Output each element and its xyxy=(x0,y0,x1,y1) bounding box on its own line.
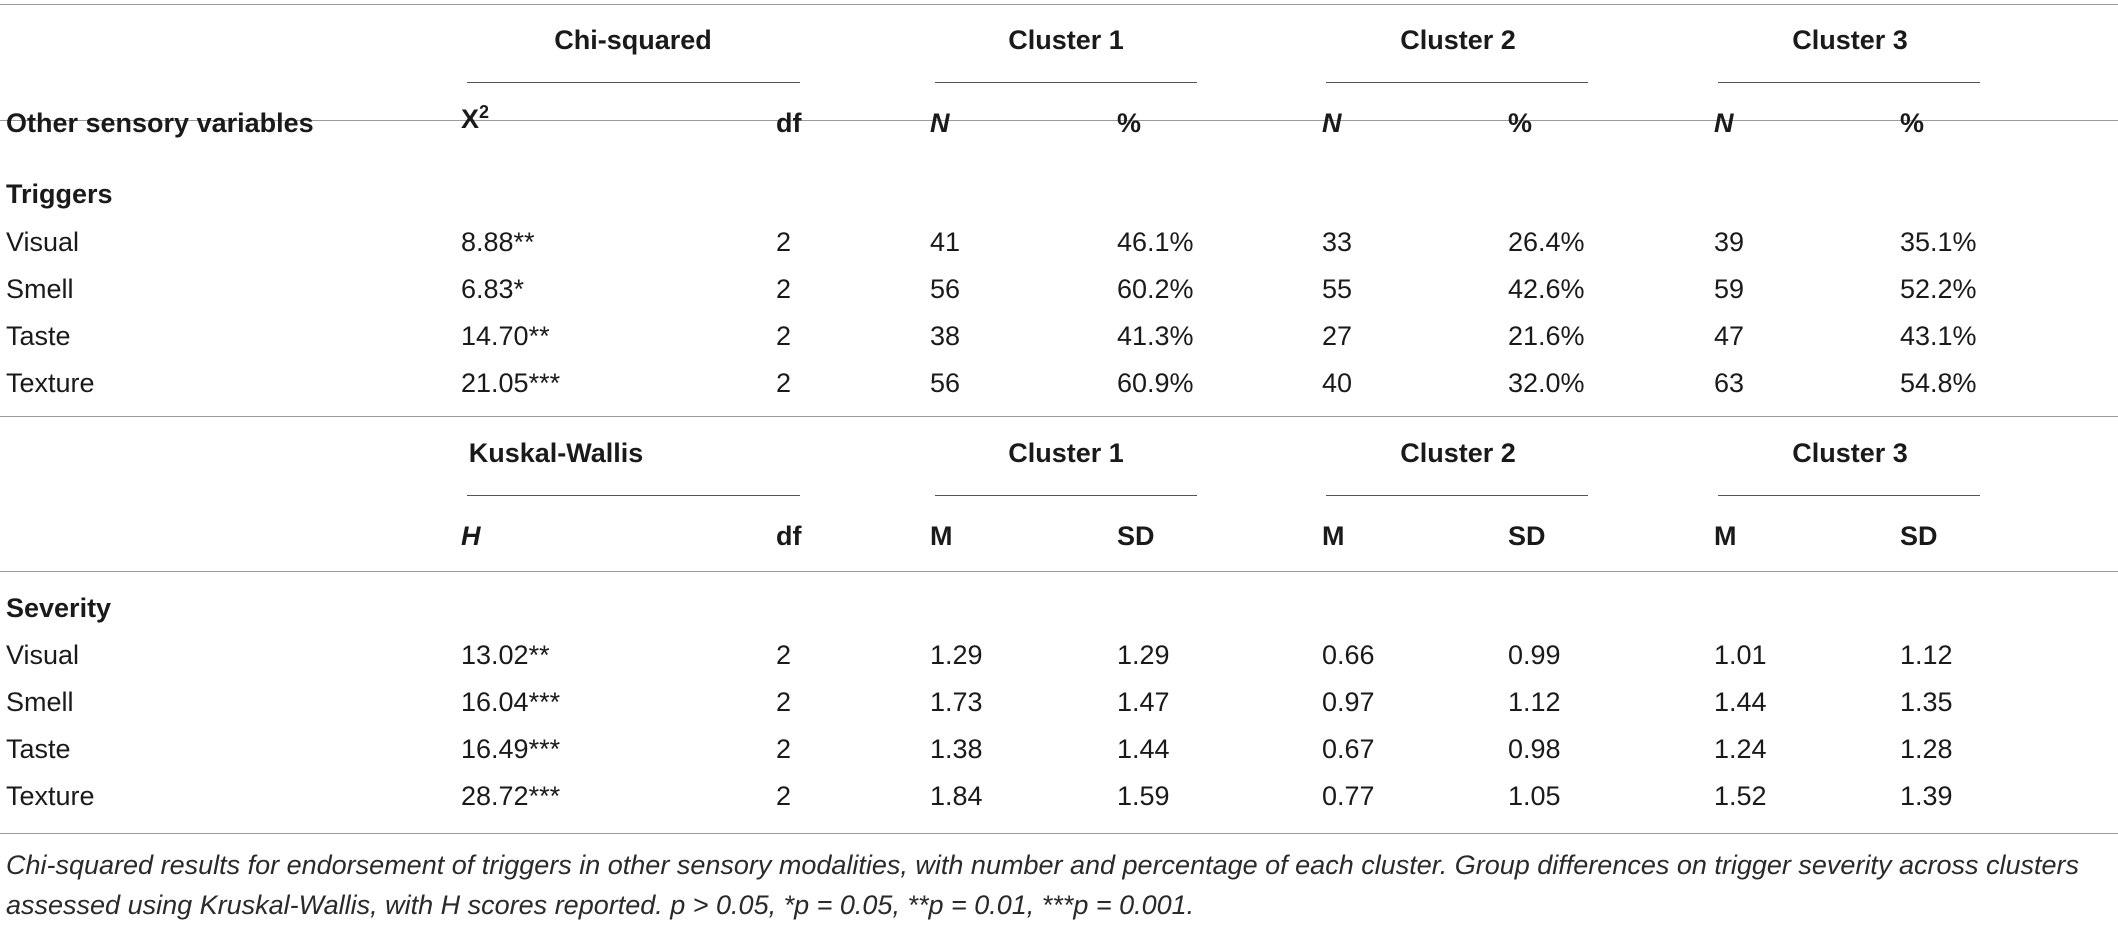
c1-m-cell: 1.29 xyxy=(930,640,983,670)
c1-m-cell: 1.38 xyxy=(930,734,983,764)
c2-m-cell: 0.67 xyxy=(1322,734,1375,764)
row-label: Taste xyxy=(6,321,71,351)
c3-sd-cell: 1.12 xyxy=(1900,640,1953,670)
c2-pct-cell: 21.6% xyxy=(1508,321,1585,351)
df-cell: 2 xyxy=(776,781,792,811)
stat-cell: 16.04*** xyxy=(461,687,561,717)
stat-cell: 13.02** xyxy=(461,640,550,670)
c3-n-cell: 47 xyxy=(1714,321,1745,351)
row-label: Visual xyxy=(6,227,80,257)
stat-cell: 16.49*** xyxy=(461,734,561,764)
df-cell: 2 xyxy=(776,640,792,670)
cluster-3-group-line xyxy=(1718,82,1980,83)
df-cell: 2 xyxy=(776,321,792,351)
c2-n-header: N xyxy=(1322,108,1342,138)
df-header: df xyxy=(776,108,802,138)
cluster-1-header: Cluster 1 xyxy=(1008,25,1124,55)
triggers-section-label: Triggers xyxy=(6,179,113,209)
c1-sd-header: SD xyxy=(1117,521,1155,551)
row-label: Taste xyxy=(6,734,71,764)
c3-m-cell: 1.44 xyxy=(1714,687,1767,717)
df-cell: 2 xyxy=(776,734,792,764)
stat-cell: 14.70** xyxy=(461,321,550,351)
cluster-3-header-2: Cluster 3 xyxy=(1792,438,1908,468)
c2-n-cell: 27 xyxy=(1322,321,1353,351)
chi-stat-header xyxy=(461,102,489,136)
c3-pct-cell: 43.1% xyxy=(1900,321,1977,351)
c1-sd-cell: 1.59 xyxy=(1117,781,1170,811)
c1-pct-cell: 46.1% xyxy=(1117,227,1194,257)
c3-m-cell: 1.52 xyxy=(1714,781,1767,811)
severity-section-label: Severity xyxy=(6,593,112,623)
c3-pct-cell: 52.2% xyxy=(1900,274,1977,304)
cluster-3-header: Cluster 3 xyxy=(1792,25,1908,55)
c3-n-cell: 63 xyxy=(1714,368,1745,398)
header2-bottom-rule xyxy=(0,571,2118,572)
cluster-1-group-line-2 xyxy=(935,495,1197,496)
cluster-1-header-2: Cluster 1 xyxy=(1008,438,1124,468)
row-label: Smell xyxy=(6,687,74,717)
c1-n-header: N xyxy=(930,108,950,138)
row-label: Smell xyxy=(6,274,74,304)
stat-cell: 8.88** xyxy=(461,227,535,257)
c1-m-cell: 1.84 xyxy=(930,781,983,811)
header-bottom-rule xyxy=(0,120,2118,121)
c3-n-cell: 39 xyxy=(1714,227,1745,257)
c2-pct-header: % xyxy=(1508,108,1533,138)
table-bottom-rule xyxy=(0,833,2118,834)
c2-n-cell: 55 xyxy=(1322,274,1353,304)
c3-sd-cell: 1.35 xyxy=(1900,687,1953,717)
df-cell: 2 xyxy=(776,274,792,304)
row-label: Texture xyxy=(6,781,95,811)
c2-m-cell: 0.97 xyxy=(1322,687,1375,717)
row-label-header: Other sensory variables xyxy=(6,108,314,138)
c2-m-cell: 0.77 xyxy=(1322,781,1375,811)
c1-pct-cell: 60.2% xyxy=(1117,274,1194,304)
stat-cell: 28.72*** xyxy=(461,781,561,811)
c2-m-header: M xyxy=(1322,521,1345,551)
cluster-2-group-line-2 xyxy=(1326,495,1588,496)
df-cell: 2 xyxy=(776,687,792,717)
c1-pct-header: % xyxy=(1117,108,1142,138)
c1-m-header: M xyxy=(930,521,953,551)
c2-m-cell: 0.66 xyxy=(1322,640,1375,670)
cluster-2-group-line xyxy=(1326,82,1588,83)
c3-pct-cell: 35.1% xyxy=(1900,227,1977,257)
c1-n-cell: 56 xyxy=(930,274,961,304)
c3-sd-cell: 1.39 xyxy=(1900,781,1953,811)
c2-pct-cell: 32.0% xyxy=(1508,368,1585,398)
row-label: Visual xyxy=(6,640,80,670)
cluster-1-group-line xyxy=(935,82,1197,83)
cluster-2-header-2: Cluster 2 xyxy=(1400,438,1516,468)
c3-m-cell: 1.24 xyxy=(1714,734,1767,764)
df-cell: 2 xyxy=(776,368,792,398)
c2-sd-cell: 1.12 xyxy=(1508,687,1561,717)
kruskal-wallis-group-line xyxy=(467,495,800,496)
c3-m-cell: 1.01 xyxy=(1714,640,1767,670)
c2-sd-cell: 0.99 xyxy=(1508,640,1561,670)
table-top-rule xyxy=(0,4,2118,5)
cluster-3-group-line-2 xyxy=(1718,495,1980,496)
c3-m-header: M xyxy=(1714,521,1737,551)
kruskal-wallis-header: Kuskal-Wallis xyxy=(468,438,644,468)
df-cell: 2 xyxy=(776,227,792,257)
df-header-2: df xyxy=(776,521,802,551)
c1-pct-cell: 60.9% xyxy=(1117,368,1194,398)
c1-n-cell: 38 xyxy=(930,321,961,351)
c3-sd-header: SD xyxy=(1900,521,1938,551)
c1-n-cell: 41 xyxy=(930,227,961,257)
chi-squared-header: Chi-squared xyxy=(554,25,712,55)
c2-n-cell: 33 xyxy=(1322,227,1353,257)
row-label: Texture xyxy=(6,368,95,398)
c2-n-cell: 40 xyxy=(1322,368,1353,398)
cluster-2-header: Cluster 2 xyxy=(1400,25,1516,55)
chi-stat-symbol: X xyxy=(461,104,480,134)
c3-pct-header: % xyxy=(1900,108,1925,138)
c3-n-header: N xyxy=(1714,108,1734,138)
c3-sd-cell: 1.28 xyxy=(1900,734,1953,764)
stat-cell: 6.83* xyxy=(461,274,525,304)
c1-m-cell: 1.73 xyxy=(930,687,983,717)
c1-pct-cell: 41.3% xyxy=(1117,321,1194,351)
table-footnote: Chi-squared results for endorsement of triggers in other sensory modalities, with number and percentage of each cluster. Group differences on trigger severity across clusters assessed using Kruskal-Wallis, with H scores reported. p > 0.05, *p = 0.05, **p = 0.01, ***p = 0.001. xyxy=(6,850,2079,920)
chi-squared-group-line xyxy=(467,82,800,83)
c1-sd-cell: 1.44 xyxy=(1117,734,1170,764)
chi-stat-superscript: 2 xyxy=(479,102,490,122)
stat-cell: 21.05*** xyxy=(461,368,561,398)
c3-n-cell: 59 xyxy=(1714,274,1745,304)
c2-sd-cell: 1.05 xyxy=(1508,781,1561,811)
c2-sd-header: SD xyxy=(1508,521,1546,551)
c3-pct-cell: 54.8% xyxy=(1900,368,1977,398)
c1-n-cell: 56 xyxy=(930,368,961,398)
h-stat-header: H xyxy=(461,521,481,551)
section-divider-rule xyxy=(0,416,2118,417)
c2-pct-cell: 26.4% xyxy=(1508,227,1585,257)
c2-pct-cell: 42.6% xyxy=(1508,274,1585,304)
c1-sd-cell: 1.29 xyxy=(1117,640,1170,670)
c1-sd-cell: 1.47 xyxy=(1117,687,1170,717)
c2-sd-cell: 0.98 xyxy=(1508,734,1561,764)
